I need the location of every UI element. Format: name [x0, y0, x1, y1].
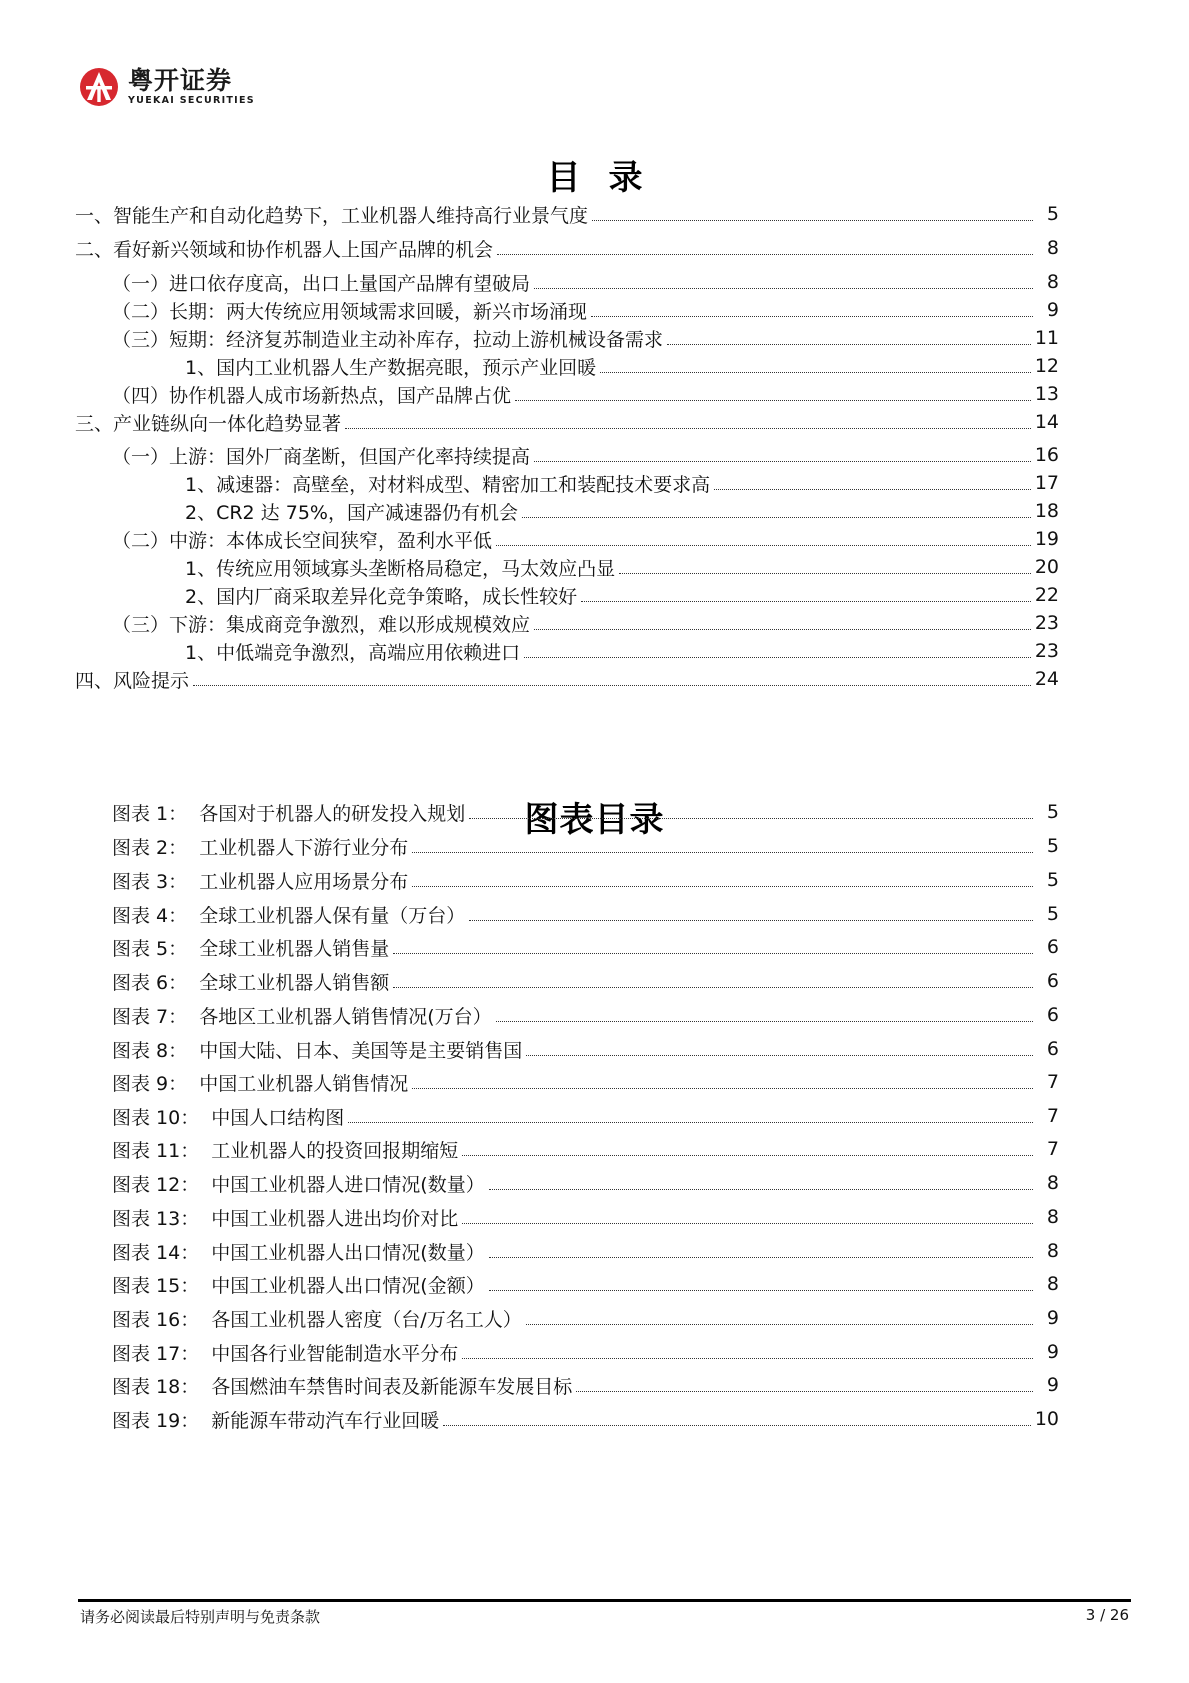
toc-entry[interactable]: 2、国内厂商采取差异化竞争策略，成长性较好 22 — [185, 584, 1059, 608]
toc-title: 目录 — [546, 158, 671, 198]
figure-entry[interactable]: 图表 19： 新能源车带动汽车行业回暖 10 — [112, 1408, 1059, 1432]
toc-entry[interactable]: 1、减速器：高壁垒，对材料成型、精密加工和装配技术要求高 17 — [185, 472, 1059, 496]
figure-entry[interactable]: 图表 13： 中国工业机器人进出均价对比 8 — [112, 1206, 1059, 1230]
toc-entry[interactable]: 1、传统应用领域寡头垄断格局稳定，马太效应凸显 20 — [185, 556, 1059, 580]
yuekai-logo-icon — [78, 66, 120, 108]
figure-entry[interactable]: 图表 2： 工业机器人下游行业分布 5 — [112, 835, 1059, 859]
toc-entry[interactable]: 二、看好新兴领域和协作机器人上国产品牌的机会 8 — [75, 237, 1059, 261]
figure-list-title: 图表目录 — [524, 800, 665, 840]
footer-divider — [78, 1599, 1131, 1602]
figure-entry[interactable]: 图表 3： 工业机器人应用场景分布 5 — [112, 869, 1059, 893]
toc-entry[interactable]: 三、产业链纵向一体化趋势显著 14 — [75, 411, 1059, 435]
figure-entry[interactable]: 图表 5： 全球工业机器人销售量 6 — [112, 936, 1059, 960]
toc-entry[interactable]: （三）下游：集成商竞争激烈，难以形成规模效应 23 — [112, 612, 1059, 636]
figure-entry[interactable]: 图表 12： 中国工业机器人进口情况(数量） 8 — [112, 1172, 1059, 1196]
figure-entry[interactable]: 图表 17： 中国各行业智能制造水平分布 9 — [112, 1341, 1059, 1365]
figure-entry[interactable]: 图表 4： 全球工业机器人保有量（万台） 5 — [112, 903, 1059, 927]
toc-entry[interactable]: （二）中游：本体成长空间狭窄，盈利水平低 19 — [112, 528, 1059, 552]
toc-entry[interactable]: 四、风险提示 24 — [75, 668, 1059, 692]
page-number: 3 / 26 — [1085, 1606, 1129, 1624]
toc-entry[interactable]: （三）短期：经济复苏制造业主动补库存，拉动上游机械设备需求 11 — [112, 327, 1059, 351]
figure-entry[interactable]: 图表 6： 全球工业机器人销售额 6 — [112, 970, 1059, 994]
figure-entry[interactable]: 图表 14： 中国工业机器人出口情况(数量） 8 — [112, 1240, 1059, 1264]
footer-disclaimer: 请务必阅读最后特别声明与免责条款 — [80, 1608, 321, 1626]
toc-entry[interactable]: 2、CR2 达 75%，国产减速器仍有机会 18 — [185, 500, 1059, 524]
toc-entry[interactable]: 1、国内工业机器人生产数据亮眼，预示产业回暖 12 — [185, 355, 1059, 379]
toc-entry[interactable]: 一、智能生产和自动化趋势下，工业机器人维持高行业景气度 5 — [75, 203, 1059, 227]
figure-entry[interactable]: 图表 16： 各国工业机器人密度（台/万名工人） 9 — [112, 1307, 1059, 1331]
toc-entry[interactable]: （四）协作机器人成市场新热点，国产品牌占优 13 — [112, 383, 1059, 407]
figure-entry[interactable]: 图表 9： 中国工业机器人销售情况 7 — [112, 1071, 1059, 1095]
toc-entry[interactable]: （一）进口依存度高，出口上量国产品牌有望破局 8 — [112, 271, 1059, 295]
toc-entry[interactable]: （一）上游：国外厂商垄断，但国产化率持续提高 16 — [112, 444, 1059, 468]
toc-entry[interactable]: 1、中低端竞争激烈，高端应用依赖进口 23 — [185, 640, 1059, 664]
figure-entry[interactable]: 图表 11： 工业机器人的投资回报期缩短 7 — [112, 1138, 1059, 1162]
figure-entry[interactable]: 图表 8： 中国大陆、日本、美国等是主要销售国 6 — [112, 1038, 1059, 1062]
brand-logo — [78, 64, 255, 110]
brand-name-en: YUEKAI SECURITIES — [128, 95, 255, 106]
toc-entry[interactable]: （二）长期：两大传统应用领域需求回暖，新兴市场涌现 9 — [112, 299, 1059, 323]
figure-entry[interactable]: 图表 1： 各国对于机器人的研发投入规划 5 — [112, 801, 1059, 825]
figure-entry[interactable]: 图表 15： 中国工业机器人出口情况(金额） 8 — [112, 1273, 1059, 1297]
figure-entry[interactable]: 图表 7： 各地区工业机器人销售情况(万台） 6 — [112, 1004, 1059, 1028]
figure-entry[interactable]: 图表 10： 中国人口结构图 7 — [112, 1105, 1059, 1129]
brand-name-cn: 粤开证券 — [128, 66, 233, 95]
figure-entry[interactable]: 图表 18： 各国燃油车禁售时间表及新能源车发展目标 9 — [112, 1374, 1059, 1398]
